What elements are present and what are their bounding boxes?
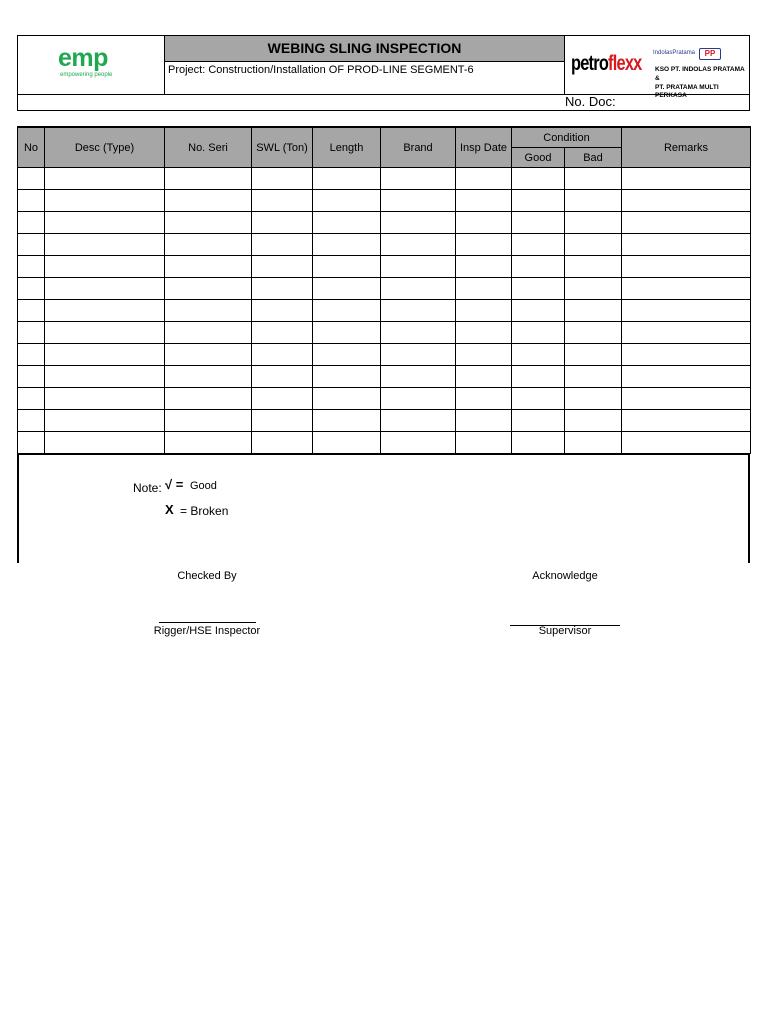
- cell-swl[interactable]: [252, 234, 313, 256]
- cell-insp-date[interactable]: [456, 322, 512, 344]
- cell-brand[interactable]: [381, 322, 456, 344]
- cell-desc[interactable]: [45, 322, 165, 344]
- cell-good[interactable]: [512, 190, 565, 212]
- cell-good[interactable]: [512, 300, 565, 322]
- checked-by-role: Rigger/HSE Inspector: [153, 625, 261, 637]
- inspection-table: [17, 126, 751, 454]
- col-header-brand: Brand: [381, 127, 456, 168]
- cell-desc[interactable]: [45, 344, 165, 366]
- cell-good[interactable]: [512, 278, 565, 300]
- table-row: [18, 212, 751, 234]
- cell-brand[interactable]: [381, 300, 456, 322]
- cell-remarks[interactable]: [622, 300, 751, 322]
- cell-good[interactable]: [512, 322, 565, 344]
- col-header-desc: Desc (Type): [45, 127, 165, 168]
- cell-bad[interactable]: [565, 256, 622, 278]
- partner-logo-text: IndolasPratama: [653, 50, 696, 56]
- cell-remarks[interactable]: [622, 410, 751, 432]
- cell-swl[interactable]: [252, 300, 313, 322]
- supervisor-role: Supervisor: [538, 625, 592, 637]
- cell-bad[interactable]: [565, 322, 622, 344]
- cell-remarks[interactable]: [622, 190, 751, 212]
- cell-remarks[interactable]: [622, 322, 751, 344]
- cell-insp-date[interactable]: [456, 432, 512, 454]
- cell-desc[interactable]: [45, 168, 165, 190]
- table-row: [18, 344, 751, 366]
- cell-seri[interactable]: [165, 410, 252, 432]
- cell-bad[interactable]: [565, 388, 622, 410]
- cell-brand[interactable]: [381, 366, 456, 388]
- partner-badge-icon: PP: [699, 48, 721, 60]
- cell-insp-date[interactable]: [456, 212, 512, 234]
- cell-bad[interactable]: [565, 300, 622, 322]
- cell-swl[interactable]: [252, 322, 313, 344]
- cell-remarks[interactable]: [622, 344, 751, 366]
- cell-bad[interactable]: [565, 344, 622, 366]
- cell-brand[interactable]: [381, 168, 456, 190]
- cell-no[interactable]: [18, 190, 45, 212]
- col-header-bad: Bad: [565, 148, 622, 168]
- cell-brand[interactable]: [381, 234, 456, 256]
- cell-brand[interactable]: [381, 190, 456, 212]
- cell-no[interactable]: [18, 344, 45, 366]
- petroflexx-part-b: flexx: [608, 52, 642, 75]
- cell-length[interactable]: [313, 278, 381, 300]
- cell-seri[interactable]: [165, 168, 252, 190]
- cell-brand[interactable]: [381, 410, 456, 432]
- cell-desc[interactable]: [45, 388, 165, 410]
- cell-remarks[interactable]: [622, 388, 751, 410]
- cell-length[interactable]: [313, 190, 381, 212]
- cell-desc[interactable]: [45, 410, 165, 432]
- cell-no[interactable]: [18, 388, 45, 410]
- cell-swl[interactable]: [252, 212, 313, 234]
- cell-desc[interactable]: [45, 300, 165, 322]
- table-row: [18, 322, 751, 344]
- cell-seri[interactable]: [165, 234, 252, 256]
- cell-no[interactable]: [18, 168, 45, 190]
- table-row: [18, 256, 751, 278]
- cell-insp-date[interactable]: [456, 366, 512, 388]
- partner-line-2: PT. PRATAMA MULTI PERKASA: [655, 83, 719, 100]
- cell-insp-date[interactable]: [456, 168, 512, 190]
- cell-length[interactable]: [313, 256, 381, 278]
- cell-length[interactable]: [313, 168, 381, 190]
- cell-good[interactable]: [512, 366, 565, 388]
- col-header-seri: No. Seri: [165, 127, 252, 168]
- cell-swl[interactable]: [252, 278, 313, 300]
- petroflexx-part-a: petro: [571, 52, 609, 75]
- cell-desc[interactable]: [45, 212, 165, 234]
- cell-desc[interactable]: [45, 432, 165, 454]
- cell-length[interactable]: [313, 366, 381, 388]
- broken-text: = Broken: [180, 504, 229, 518]
- col-header-no: No: [18, 127, 45, 168]
- table-row: [18, 234, 751, 256]
- cell-no[interactable]: [18, 256, 45, 278]
- cell-no[interactable]: [18, 322, 45, 344]
- cell-brand[interactable]: [381, 256, 456, 278]
- table-row: [18, 366, 751, 388]
- cell-insp-date[interactable]: [456, 410, 512, 432]
- cell-seri[interactable]: [165, 256, 252, 278]
- cell-bad[interactable]: [565, 410, 622, 432]
- broken-symbol: X: [165, 502, 174, 517]
- partner-line-1: KSO PT. INDOLAS PRATAMA &: [655, 66, 745, 82]
- cell-swl[interactable]: [252, 256, 313, 278]
- cell-seri[interactable]: [165, 366, 252, 388]
- cell-no[interactable]: [18, 410, 45, 432]
- doc-number-row: [18, 94, 749, 110]
- cell-bad[interactable]: [565, 212, 622, 234]
- cell-good[interactable]: [512, 234, 565, 256]
- table-row: [18, 432, 751, 454]
- cell-insp-date[interactable]: [456, 234, 512, 256]
- cell-seri[interactable]: [165, 212, 252, 234]
- cell-no[interactable]: [18, 432, 45, 454]
- cell-seri[interactable]: [165, 344, 252, 366]
- cell-good[interactable]: [512, 212, 565, 234]
- cell-length[interactable]: [313, 300, 381, 322]
- note-box: [17, 453, 750, 563]
- cell-seri[interactable]: [165, 322, 252, 344]
- cell-seri[interactable]: [165, 300, 252, 322]
- cell-bad[interactable]: [565, 168, 622, 190]
- cell-length[interactable]: [313, 344, 381, 366]
- checked-by-label: Checked By: [177, 570, 237, 582]
- cell-insp-date[interactable]: [456, 344, 512, 366]
- cell-swl[interactable]: [252, 388, 313, 410]
- cell-remarks[interactable]: [622, 256, 751, 278]
- cell-length[interactable]: [313, 234, 381, 256]
- table-row: [18, 278, 751, 300]
- cell-desc[interactable]: [45, 234, 165, 256]
- cell-no[interactable]: [18, 278, 45, 300]
- cell-length[interactable]: [313, 410, 381, 432]
- cell-good[interactable]: [512, 410, 565, 432]
- cell-insp-date[interactable]: [456, 190, 512, 212]
- cell-insp-date[interactable]: [456, 256, 512, 278]
- petroflexx-wordmark: [571, 53, 641, 74]
- cell-bad[interactable]: [565, 234, 622, 256]
- inspection-rows: [18, 168, 751, 454]
- cell-remarks[interactable]: [622, 234, 751, 256]
- cell-swl[interactable]: [252, 432, 313, 454]
- emp-logo: [18, 36, 165, 94]
- cell-insp-date[interactable]: [456, 388, 512, 410]
- cell-remarks[interactable]: [622, 432, 751, 454]
- cell-brand[interactable]: [381, 212, 456, 234]
- cell-remarks[interactable]: [622, 212, 751, 234]
- cell-remarks[interactable]: [622, 278, 751, 300]
- cell-no[interactable]: [18, 366, 45, 388]
- cell-desc[interactable]: [45, 366, 165, 388]
- cell-seri[interactable]: [165, 388, 252, 410]
- acknowledge-label: Acknowledge: [532, 570, 598, 582]
- cell-good[interactable]: [512, 388, 565, 410]
- col-header-insp-date: Insp Date: [456, 127, 512, 168]
- petroflexx-logo: [564, 36, 749, 100]
- cell-swl[interactable]: [252, 168, 313, 190]
- cell-no[interactable]: [18, 212, 45, 234]
- cell-seri[interactable]: [165, 432, 252, 454]
- cell-brand[interactable]: [381, 432, 456, 454]
- cell-good[interactable]: [512, 344, 565, 366]
- table-row: [18, 300, 751, 322]
- cell-bad[interactable]: [565, 432, 622, 454]
- cell-remarks[interactable]: [622, 366, 751, 388]
- cell-swl[interactable]: [252, 190, 313, 212]
- table-row: [18, 388, 751, 410]
- cell-remarks[interactable]: [622, 168, 751, 190]
- checked-by-signature-line: [159, 622, 256, 623]
- table-row: [18, 190, 751, 212]
- cell-brand[interactable]: [381, 278, 456, 300]
- cell-no[interactable]: [18, 300, 45, 322]
- cell-length[interactable]: [313, 432, 381, 454]
- good-symbol: √ =: [165, 477, 184, 492]
- cell-swl[interactable]: [252, 344, 313, 366]
- cell-insp-date[interactable]: [456, 278, 512, 300]
- cell-brand[interactable]: [381, 344, 456, 366]
- table-row: [18, 168, 751, 190]
- doc-number-label: No. Doc:: [565, 94, 616, 109]
- col-header-remarks: Remarks: [622, 127, 751, 168]
- cell-length[interactable]: [313, 322, 381, 344]
- project-name: Project: Construction/Installation OF PROD-LINE SEGMENT-6: [168, 64, 474, 76]
- cell-no[interactable]: [18, 234, 45, 256]
- note-label: Note:: [133, 481, 162, 495]
- cell-bad[interactable]: [565, 190, 622, 212]
- cell-good[interactable]: [512, 168, 565, 190]
- cell-good[interactable]: [512, 256, 565, 278]
- cell-bad[interactable]: [565, 366, 622, 388]
- cell-desc[interactable]: [45, 278, 165, 300]
- cell-seri[interactable]: [165, 190, 252, 212]
- cell-seri[interactable]: [165, 278, 252, 300]
- good-text: Good: [190, 480, 217, 492]
- cell-swl[interactable]: [252, 410, 313, 432]
- cell-length[interactable]: [313, 388, 381, 410]
- cell-insp-date[interactable]: [456, 300, 512, 322]
- col-header-good: Good: [512, 148, 565, 168]
- cell-brand[interactable]: [381, 388, 456, 410]
- cell-desc[interactable]: [45, 190, 165, 212]
- form-header: [17, 35, 750, 111]
- table-row: [18, 410, 751, 432]
- cell-desc[interactable]: [45, 256, 165, 278]
- cell-length[interactable]: [313, 212, 381, 234]
- cell-good[interactable]: [512, 432, 565, 454]
- form-title: WEBING SLING INSPECTION: [165, 36, 564, 62]
- cell-bad[interactable]: [565, 278, 622, 300]
- col-header-length: Length: [313, 127, 381, 168]
- col-header-condition: Condition: [512, 127, 622, 148]
- emp-logo-tagline: empowering people: [60, 72, 113, 78]
- emp-logo-word: emp: [58, 44, 108, 72]
- cell-swl[interactable]: [252, 366, 313, 388]
- col-header-swl: SWL (Ton): [252, 127, 313, 168]
